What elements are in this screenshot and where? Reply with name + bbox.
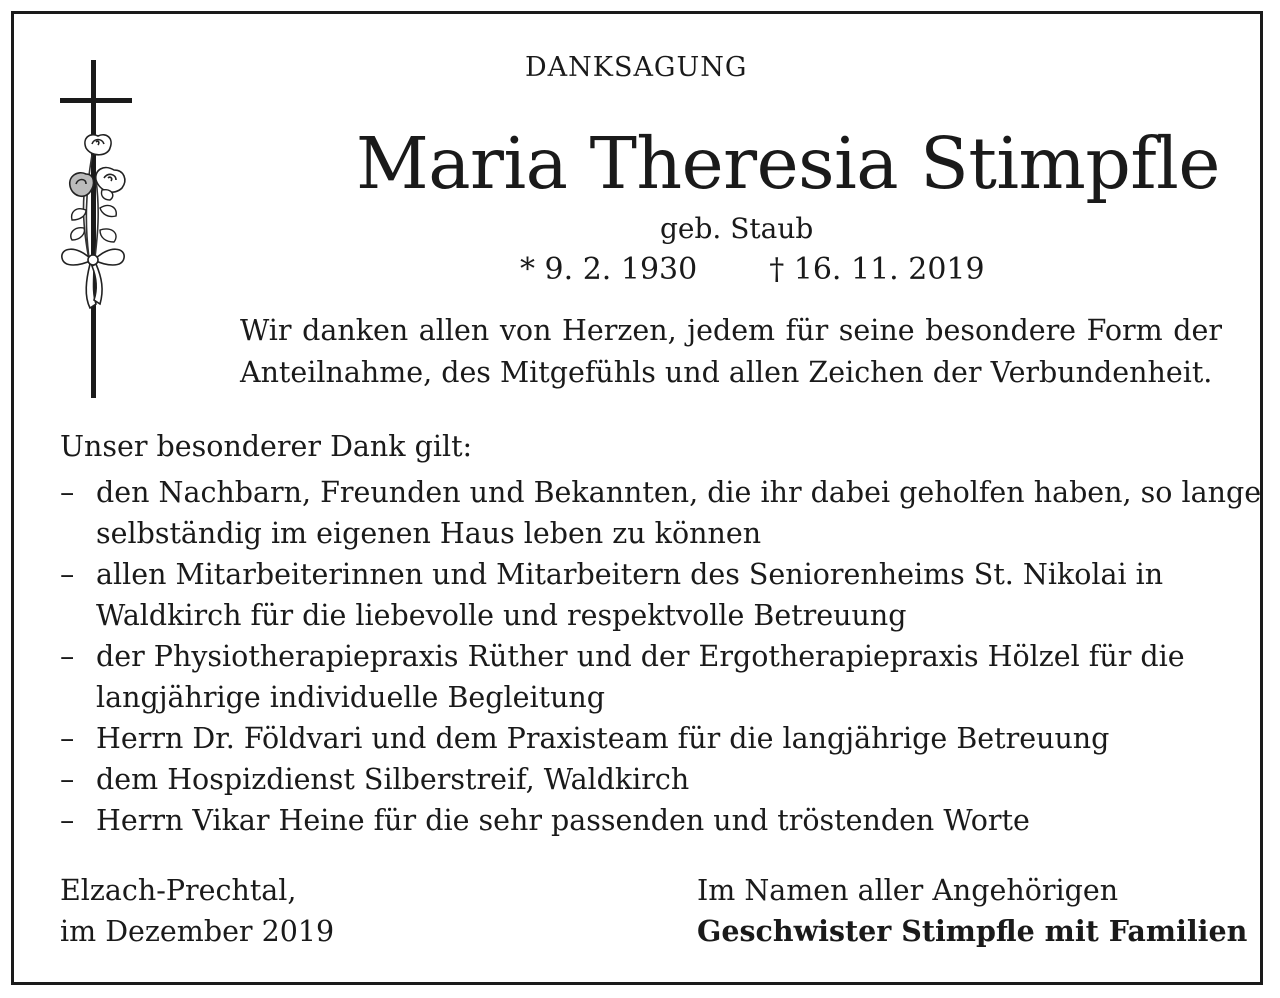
list-item-line: Herrn Vikar Heine für die sehr passenden und tröstenden Worte	[96, 804, 1030, 837]
notice-heading: DANKSAGUNG	[525, 52, 748, 83]
signature-block	[697, 870, 1247, 952]
list-item	[60, 759, 1230, 800]
signature-names: Geschwister Stimpfle mit Familien	[697, 914, 1248, 948]
list-dash: –	[60, 804, 75, 837]
list-item-line: den Nachbarn, Freunden und Bekannten, die ihr dabei geholfen haben, so lange	[96, 476, 1262, 509]
birth-date: * 9. 2. 1930	[520, 252, 698, 287]
list-item-line: der Physiotherapiepraxis Rüther und der Ergotherapiepraxis Hölzel für die	[96, 640, 1185, 673]
thanks-list	[60, 472, 1262, 841]
list-item-line: allen Mitarbeiterinnen und Mitarbeitern des Seniorenheims St. Nikolai in	[96, 558, 1164, 591]
intro-line: Wir danken allen von Herzen, jedem für seine besondere Form der	[240, 314, 1222, 347]
deceased-name: Maria Theresia Stimpfle	[356, 122, 1220, 205]
intro-line: Anteilnahme, des Mitgefühls und allen Zeichen der Verbundenheit.	[240, 356, 1213, 389]
intro-paragraph	[240, 310, 1222, 394]
list-item	[60, 554, 1230, 636]
list-dash: –	[60, 558, 75, 591]
list-dash: –	[60, 640, 75, 673]
place: Elzach-Prechtal,	[60, 874, 297, 907]
list-item-line: Waldkirch für die liebevolle und respektvolle Betreuung	[96, 599, 907, 632]
list-item-line: langjährige individuelle Begleitung	[96, 681, 606, 714]
list-dash: –	[60, 722, 75, 755]
list-dash: –	[60, 476, 75, 509]
list-item-line: selbständig im eigenen Haus leben zu können	[96, 517, 762, 550]
list-item-line: Herrn Dr. Földvari und dem Praxisteam für die langjährige Betreuung	[96, 722, 1110, 755]
death-date: † 16. 11. 2019	[769, 252, 985, 287]
list-item	[60, 636, 1230, 718]
cross-with-roses-icon	[56, 60, 136, 400]
birth-name: geb. Staub	[660, 212, 814, 245]
place-date-block	[60, 870, 334, 952]
list-item	[60, 472, 1262, 554]
list-dash: –	[60, 763, 75, 796]
list-item	[60, 800, 1230, 841]
thanks-heading: Unser besonderer Dank gilt:	[60, 430, 473, 463]
signature-intro: Im Namen aller Angehörigen	[697, 874, 1119, 907]
list-item	[60, 718, 1230, 759]
date: im Dezember 2019	[60, 915, 335, 948]
life-dates	[520, 252, 985, 287]
list-item-line: dem Hospizdienst Silberstreif, Waldkirch	[96, 763, 690, 796]
